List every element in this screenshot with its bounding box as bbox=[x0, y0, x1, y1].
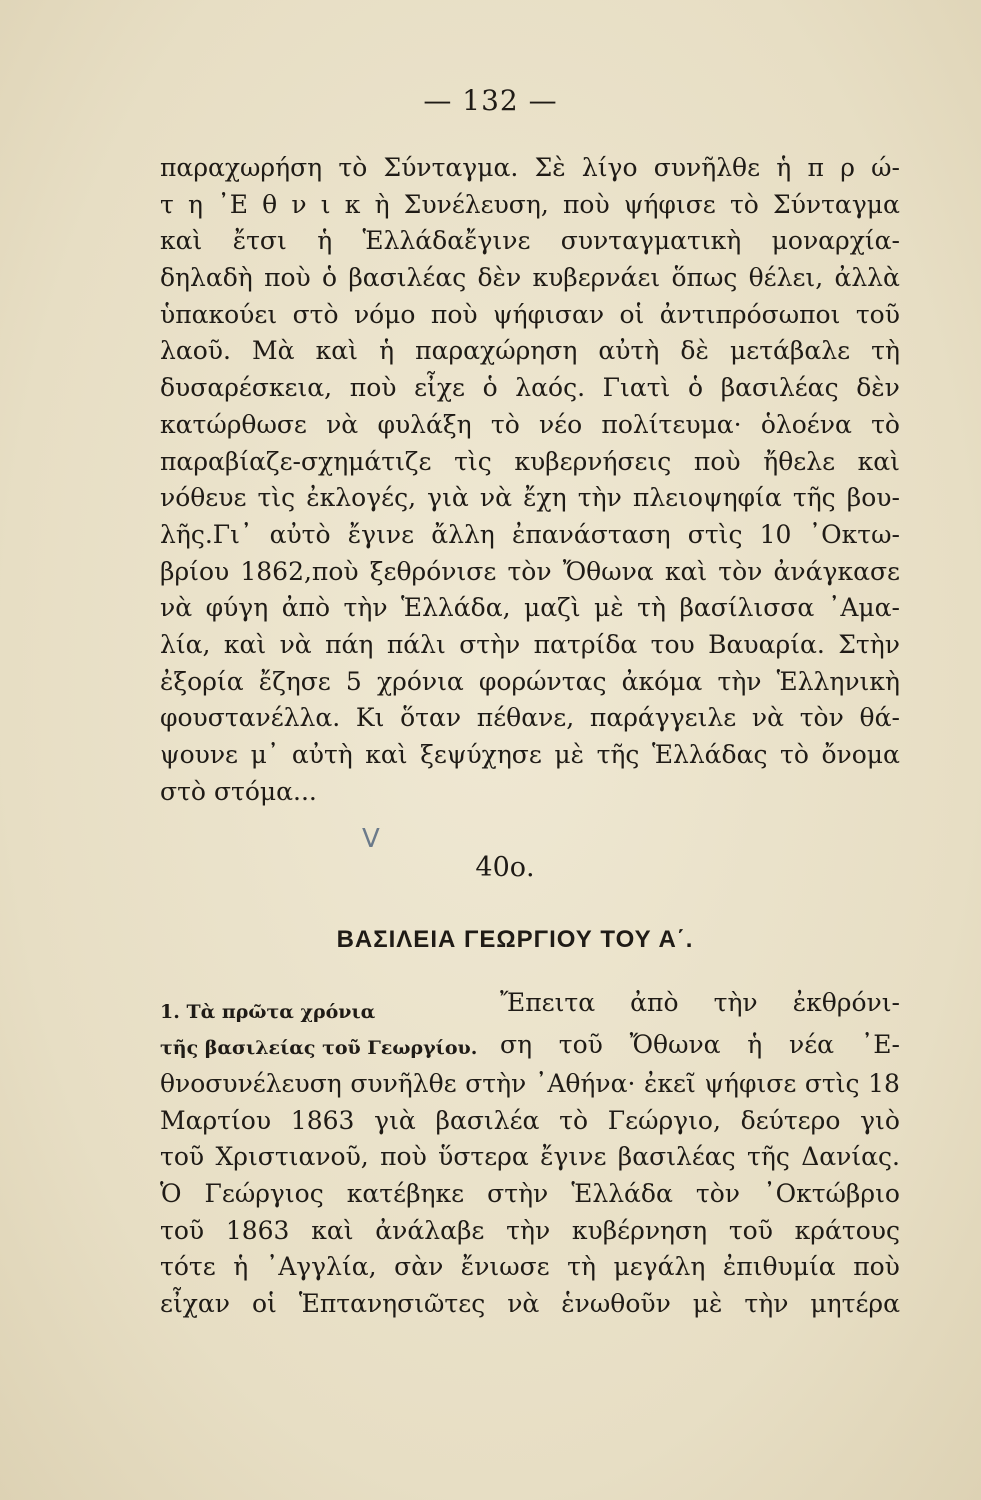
text-line: στὸ στόμα... bbox=[160, 776, 317, 806]
text-line: ψουνε μ᾿ αὐτὴ καὶ ξεψύχησε μὲ τῆς Ἑλλάδας τὸ ὄνομα bbox=[160, 740, 900, 769]
text-line: ὑπακούει στὸ νόμο ποὺ ψήφισαν οἱ ἀντιπρόσωποι τοῦ bbox=[160, 299, 900, 329]
text-line: θνοσυνέλευση συνῆλθε στὴν ᾿Αθήνα· ἐκεῖ ψήφισε στὶς 18 bbox=[160, 1069, 900, 1098]
text-line: τ η ᾿Ε θ ν ι κ ὴ Συνέλευση, ποὺ ψήφισε τὸ Σύνταγμα bbox=[160, 189, 900, 219]
text-line: Ὁ Γεώργιος κατέβηκε στὴν Ἑλλάδα τὸν ᾿Οκτώβριο bbox=[160, 1179, 900, 1209]
paragraph-1 bbox=[160, 150, 900, 810]
text-line: παραχωρήση τὸ Σύνταγμα. Σὲ λίγο συνῆλθε ἡ π ρ ώ- bbox=[160, 153, 900, 182]
subheading-line-1: 1. Τὰ πρῶτα χρόνια bbox=[160, 1001, 376, 1023]
section-title: ΒΑΣΙΛΕΙΑ ΓΕΩΡΓΙΟΥ ΤΟΥ Α΄. bbox=[336, 926, 694, 953]
text-line: δηλαδὴ ποὺ ὁ βασιλέας δὲν κυβερνάει ὅπως θέλει, ἀλλὰ bbox=[160, 263, 900, 293]
text-line: λῆς.Γι᾿ αὐτὸ ἔγινε ἄλλη ἐπανάσταση στὶς 10 ᾿Οκτω- bbox=[160, 519, 900, 549]
text-line: Μαρτίου 1863 γιὰ βασιλέα τὸ Γεώργιο, δεύτερο γιὸ bbox=[160, 1105, 900, 1135]
section-number: 40ο. bbox=[475, 852, 535, 883]
text-line: φουστανέλλα. Κι ὅταν πέθανε, παράγγειλε νὰ τὸν θά- bbox=[160, 703, 900, 733]
text-line: καὶ ἔτσι ἡ Ἑλλάδαἔγινε συνταγματικὴ μοναρχία- bbox=[160, 226, 900, 256]
page-number: — 132 — bbox=[423, 84, 558, 117]
text-line: τότε ἡ ᾿Αγγλία, σὰν ἔνιωσε τὴ μεγάλη ἐπιθυμία ποὺ bbox=[160, 1252, 900, 1282]
text-line: τοῦ 1863 καὶ ἀνάλαβε τὴν κυβέρνηση τοῦ κράτους bbox=[160, 1215, 900, 1245]
text-line: νὰ φύγη ἀπὸ τὴν Ἑλλάδα, μαζὶ μὲ τὴ βασίλισσα ᾿Αμα- bbox=[160, 593, 900, 623]
text-line: παραβίαζε-σχημάτιζε τὶς κυβερνήσεις ποὺ ἤθελε καὶ bbox=[160, 446, 900, 476]
text-line: ἐξορία ἔζησε 5 χρόνια φορώντας ἀκόμα τὴν Ἑλληνικὴ bbox=[160, 666, 900, 696]
text-line: εἶχαν οἱ Ἑπτανησιῶτες νὰ ἑνωθοῦν μὲ τὴν μητέρα bbox=[160, 1289, 900, 1319]
text-line: βρίου 1862,ποὺ ξεθρόνισε τὸν Ὄθωνα καὶ τὸν ἀνάγκασε bbox=[160, 556, 900, 586]
text-line: λία, καὶ νὰ πάη πάλι στὴν πατρίδα του Βαυαρία. Στὴν bbox=[160, 629, 900, 659]
text-line: νόθευε τὶς ἐκλογές, γιὰ νὰ ἔχη τὴν πλειοψηφία τῆς βου- bbox=[160, 483, 900, 513]
text-line: λαοῦ. Μὰ καὶ ἡ παραχώρηση αὐτὴ δὲ μετάβαλε τὴ bbox=[160, 336, 900, 366]
text-line: κατώρθωσε νὰ φυλάξη τὸ νέο πολίτευμα· ὁλοένα τὸ bbox=[160, 409, 900, 439]
subtext-line-2: ση τοῦ Ὄθωνα ἡ νέα ᾿Ε- bbox=[500, 1030, 900, 1059]
text-line: δυσαρέσκεια, ποὺ εἶχε ὁ λαός. Γιατὶ ὁ βασιλέας δὲν bbox=[160, 373, 900, 403]
paragraph-2 bbox=[160, 1066, 900, 1323]
subtext-line-1: Ἔπειτα ἀπὸ τὴν ἐκθρόνι- bbox=[500, 988, 900, 1017]
pencil-mark-icon: ᐯ bbox=[362, 824, 380, 854]
text-line: τοῦ Χριστιανοῦ, ποὺ ὕστερα ἔγινε βασιλέας τῆς Δανίας. bbox=[160, 1142, 900, 1172]
subheading-line-2: τῆς βασιλείας τοῦ Γεωργίου. bbox=[160, 1037, 478, 1059]
